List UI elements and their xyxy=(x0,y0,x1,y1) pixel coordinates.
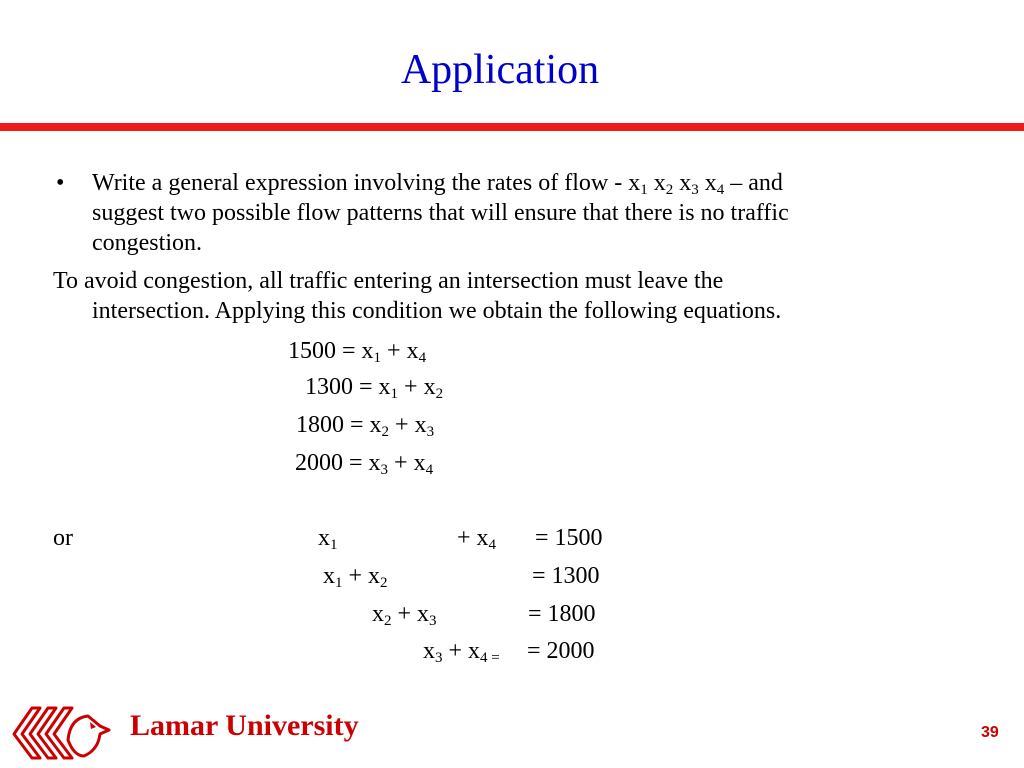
var-sub: 3 xyxy=(429,613,437,629)
equation-sub: 1 xyxy=(373,350,382,366)
bullet-line-3: congestion. xyxy=(92,230,202,256)
equation-sub: 2 xyxy=(435,386,444,402)
page-number: 39 xyxy=(981,724,999,741)
var-sub: 4 = xyxy=(480,650,500,666)
var-x: x xyxy=(318,525,330,551)
equation-2 xyxy=(305,372,443,402)
var-x4: x xyxy=(698,170,717,196)
paragraph-line-1: To avoid congestion, all traffic entering an intersection must leave the xyxy=(53,268,724,294)
var-sub: 1 xyxy=(330,537,338,553)
var-x: x xyxy=(372,601,384,627)
equation-sub: 3 xyxy=(380,462,389,478)
equation-sub: 4 xyxy=(425,462,434,478)
equation-3 xyxy=(296,410,434,440)
title-divider xyxy=(0,123,1024,131)
equation-1 xyxy=(288,336,426,366)
paragraph-line-2: intersection. Applying this condition we obtain the following equations. xyxy=(92,298,782,324)
var-x: + x xyxy=(342,563,381,589)
system-r2-ab xyxy=(323,561,388,591)
equation-lhs: 1800 = x xyxy=(296,412,382,438)
system-r1-b xyxy=(457,523,496,553)
equation-lhs: 1500 = x xyxy=(288,338,374,364)
system-r3-ab xyxy=(372,599,437,629)
equation-lhs: 2000 = x xyxy=(295,450,381,476)
equation-sub: 1 xyxy=(390,386,399,402)
sub-4: 4 xyxy=(716,182,725,198)
university-name: Lamar University xyxy=(130,709,359,742)
equation-sub: 2 xyxy=(381,424,390,440)
var-sub: 2 xyxy=(380,575,388,591)
var-x: + x xyxy=(391,601,430,627)
system-r4-ab xyxy=(423,636,500,666)
equation-op: + x xyxy=(388,450,426,476)
system-r3-rhs: = 1800 xyxy=(528,601,596,627)
var-sub: 2 xyxy=(384,613,392,629)
var-sub: 3 xyxy=(435,650,443,666)
cardinal-logo-icon xyxy=(10,700,112,762)
system-r4-rhs: = 2000 xyxy=(527,638,595,664)
sub-2: 2 xyxy=(665,182,674,198)
equation-op: + x xyxy=(398,374,436,400)
var-x: x xyxy=(323,563,335,589)
var-x: + x xyxy=(457,525,489,551)
equation-op: + x xyxy=(389,412,427,438)
or-label: or xyxy=(53,525,73,551)
slide-title: Application xyxy=(400,47,600,93)
var-x: x xyxy=(423,638,435,664)
bullet-text xyxy=(92,168,789,258)
var-x: + x xyxy=(442,638,481,664)
equation-lhs: 1300 = x xyxy=(305,374,391,400)
equation-sub: 3 xyxy=(426,424,435,440)
var-sub: 1 xyxy=(335,575,343,591)
equation-op: + x xyxy=(381,338,419,364)
var-x2: x xyxy=(647,170,666,196)
equation-4 xyxy=(295,448,433,478)
system-r2-rhs: = 1300 xyxy=(532,563,600,589)
equation-sub: 4 xyxy=(418,350,427,366)
bullet-line-1-text: Write a general expression involving the rates of flow - x xyxy=(92,170,641,196)
bullet-line-2: suggest two possible flow patterns that will ensure that there is no traffic xyxy=(92,200,789,226)
bullet-line-1-tail: – and xyxy=(724,170,783,196)
system-r1-a xyxy=(318,523,338,553)
var-sub: 4 xyxy=(488,537,497,553)
bullet-line-1 xyxy=(92,168,789,198)
bullet-marker: • xyxy=(56,170,65,196)
var-x3: x xyxy=(673,170,692,196)
sub-3: 3 xyxy=(691,182,699,198)
sub-1: 1 xyxy=(640,182,648,198)
system-r1-rhs: = 1500 xyxy=(535,525,603,551)
